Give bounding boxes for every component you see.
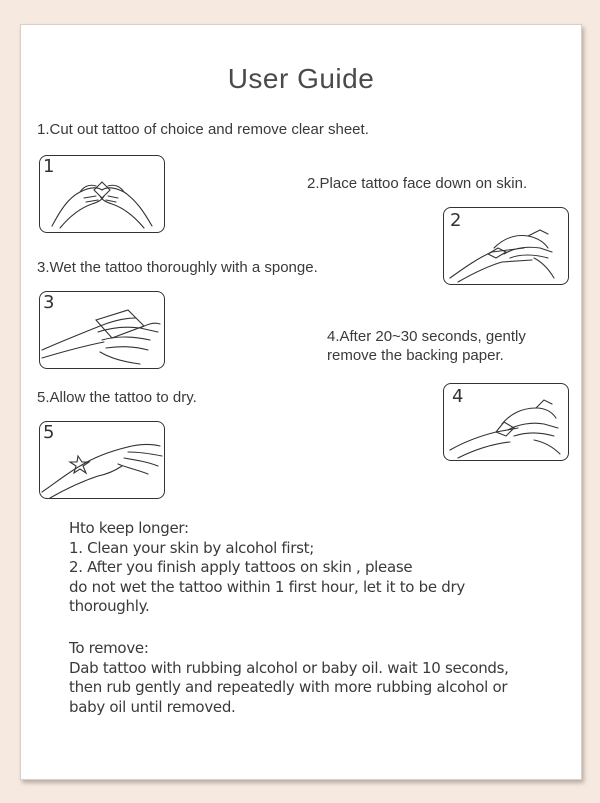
removal-line-3: baby oil until removed. [69,697,236,716]
page-title: User Guide [227,63,375,94]
step-1-number: 1 [43,156,55,177]
step-4-line-2: remove the backing paper. [327,347,504,364]
step-4-line-1: 4.After 20~30 seconds, gently [327,328,526,345]
step-3-number: 3 [43,292,55,313]
hands-cutting-icon [40,156,164,232]
keep-longer-line-3: do not wet the tattoo within 1 first hour, let it to be dry [69,577,465,596]
step-4-text [327,327,577,365]
removal-heading: To remove: [69,639,149,657]
keep-longer-line-1: 1. Clean your skin by alcohol first; [69,538,314,557]
keep-longer-heading: Hto keep longer: [69,519,189,537]
step-4-number: 4 [452,386,464,407]
hand-placing-tattoo-icon [444,208,568,284]
step-5-number: 5 [43,422,55,443]
step-2-number: 2 [450,210,462,231]
step-2-panel [443,207,569,285]
step-3-panel [39,291,165,369]
removal-line-2: then rub gently and repeatedly with more rubbing alcohol or [69,678,508,696]
keep-longer-line-2: 2. After you finish apply tattoos on skin , please [69,558,413,576]
step-5-text: 5.Allow the tattoo to dry. [37,389,197,406]
keep-longer-line-4: thoroughly. [69,597,150,615]
hand-with-star-tattoo-icon [40,422,164,498]
step-3-text: 3.Wet the tattoo thoroughly with a sponge. [37,259,318,276]
removal-line-1: Dab tattoo with rubbing alcohol or baby oil. wait 10 seconds, [69,658,509,677]
keep-longer-section [69,519,465,617]
step-1-panel [39,155,165,233]
step-5-panel [39,421,165,499]
step-1-text: 1.Cut out tattoo of choice and remove clear sheet. [37,121,369,138]
step-4-panel [443,383,569,461]
user-guide-sheet [20,24,582,780]
hand-wetting-sponge-icon [40,292,164,368]
removal-section [69,639,509,717]
hand-peeling-paper-icon [444,384,568,460]
step-2-text: 2.Place tattoo face down on skin. [307,175,528,192]
